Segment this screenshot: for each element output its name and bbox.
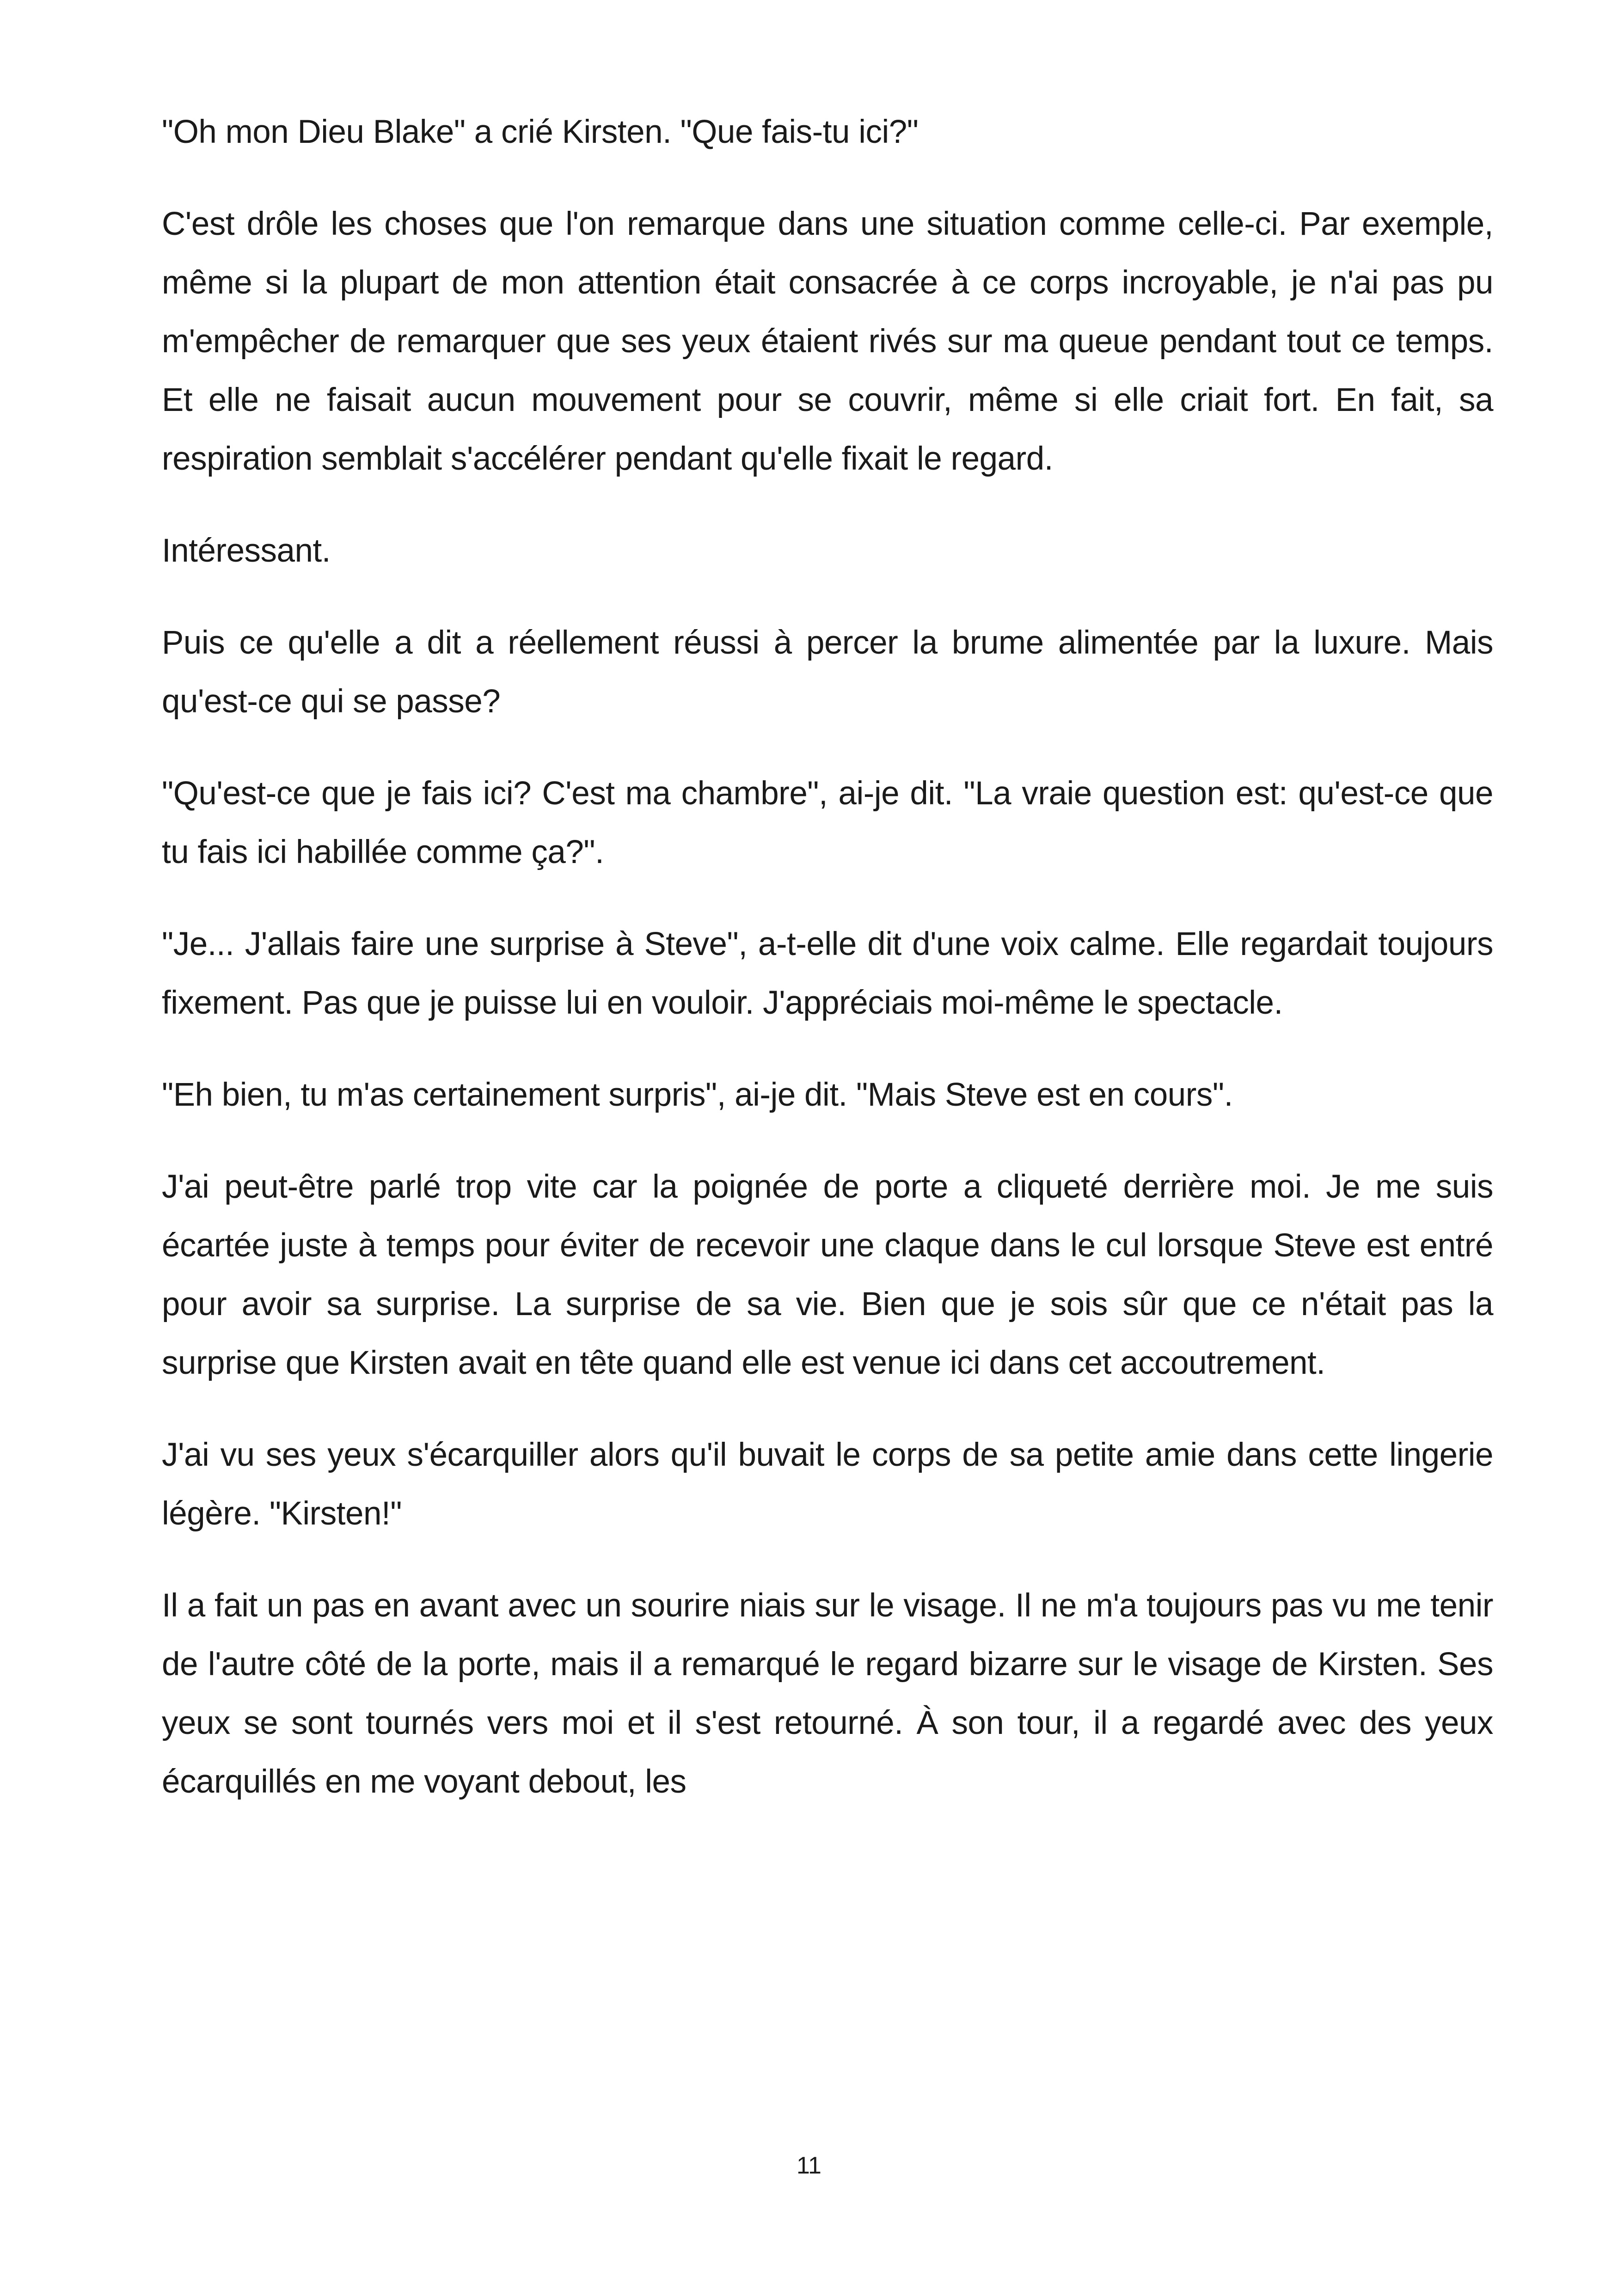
paragraph: Intéressant. [162,533,331,569]
paragraph: J'ai vu ses yeux s'écarquiller alors qu'il buvait le corps de sa petite amie dans cette lingerie légère. "Kirsten!" [162,1437,1493,1532]
body-text [162,103,1493,1811]
paragraph: J'ai peut-être parlé trop vite car la poignée de porte a cliqueté derrière moi. Je me suis écartée juste à temps pour éviter de recevoir une claque dans le cul lorsque Steve est entré pour avoir sa surprise. La surprise de sa vie. Bien que je sois sûr que ce n'était pas la surprise que Kirsten avait en tête quand elle est venue ici dans cet accoutrement. [162,1169,1493,1381]
paragraph: "Eh bien, tu m'as certainement surpris", ai-je dit. "Mais Steve est en cours". [162,1077,1233,1113]
paragraph: C'est drôle les choses que l'on remarque dans une situation comme celle-ci. Par exemple, même si la plupart de mon attention était consacrée à ce corps incroyable, je n'ai pas pu m'empêcher de remarquer que ses yeux étaient rivés sur ma queue pendant tout ce temps. Et elle ne faisait aucun mouvement pour se couvrir, même si elle criait fort. En fait, sa respiration semblait s'accélérer pendant qu'elle fixait le regard. [162,206,1493,477]
paragraph: Il a fait un pas en avant avec un sourire niais sur le visage. Il ne m'a toujours pas vu me tenir de l'autre côté de la porte, mais il a remarqué le regard bizarre sur le visage de Kirsten. Ses yeux se sont tournés vers moi et il s'est retourné. À son tour, il a regardé avec des yeux écarquillés en me voyant debout, les [162,1587,1493,1800]
paragraph: "Qu'est-ce que je fais ici? C'est ma chambre", ai-je dit. "La vraie question est: qu'est-ce que tu fais ici habillée comme ça?". [162,775,1493,870]
paragraph: "Oh mon Dieu Blake" a crié Kirsten. "Que fais-tu ici?" [162,114,919,150]
paragraph: Puis ce qu'elle a dit a réellement réussi à percer la brume alimentée par la luxure. Mais qu'est-ce qui se passe? [162,625,1493,720]
paragraph: "Je... J'allais faire une surprise à Steve", a-t-elle dit d'une voix calme. Elle regardait toujours fixement. Pas que je puisse lui en vouloir. J'appréciais moi-même le spectacle. [162,926,1493,1021]
page-number: 11 [797,2152,821,2179]
